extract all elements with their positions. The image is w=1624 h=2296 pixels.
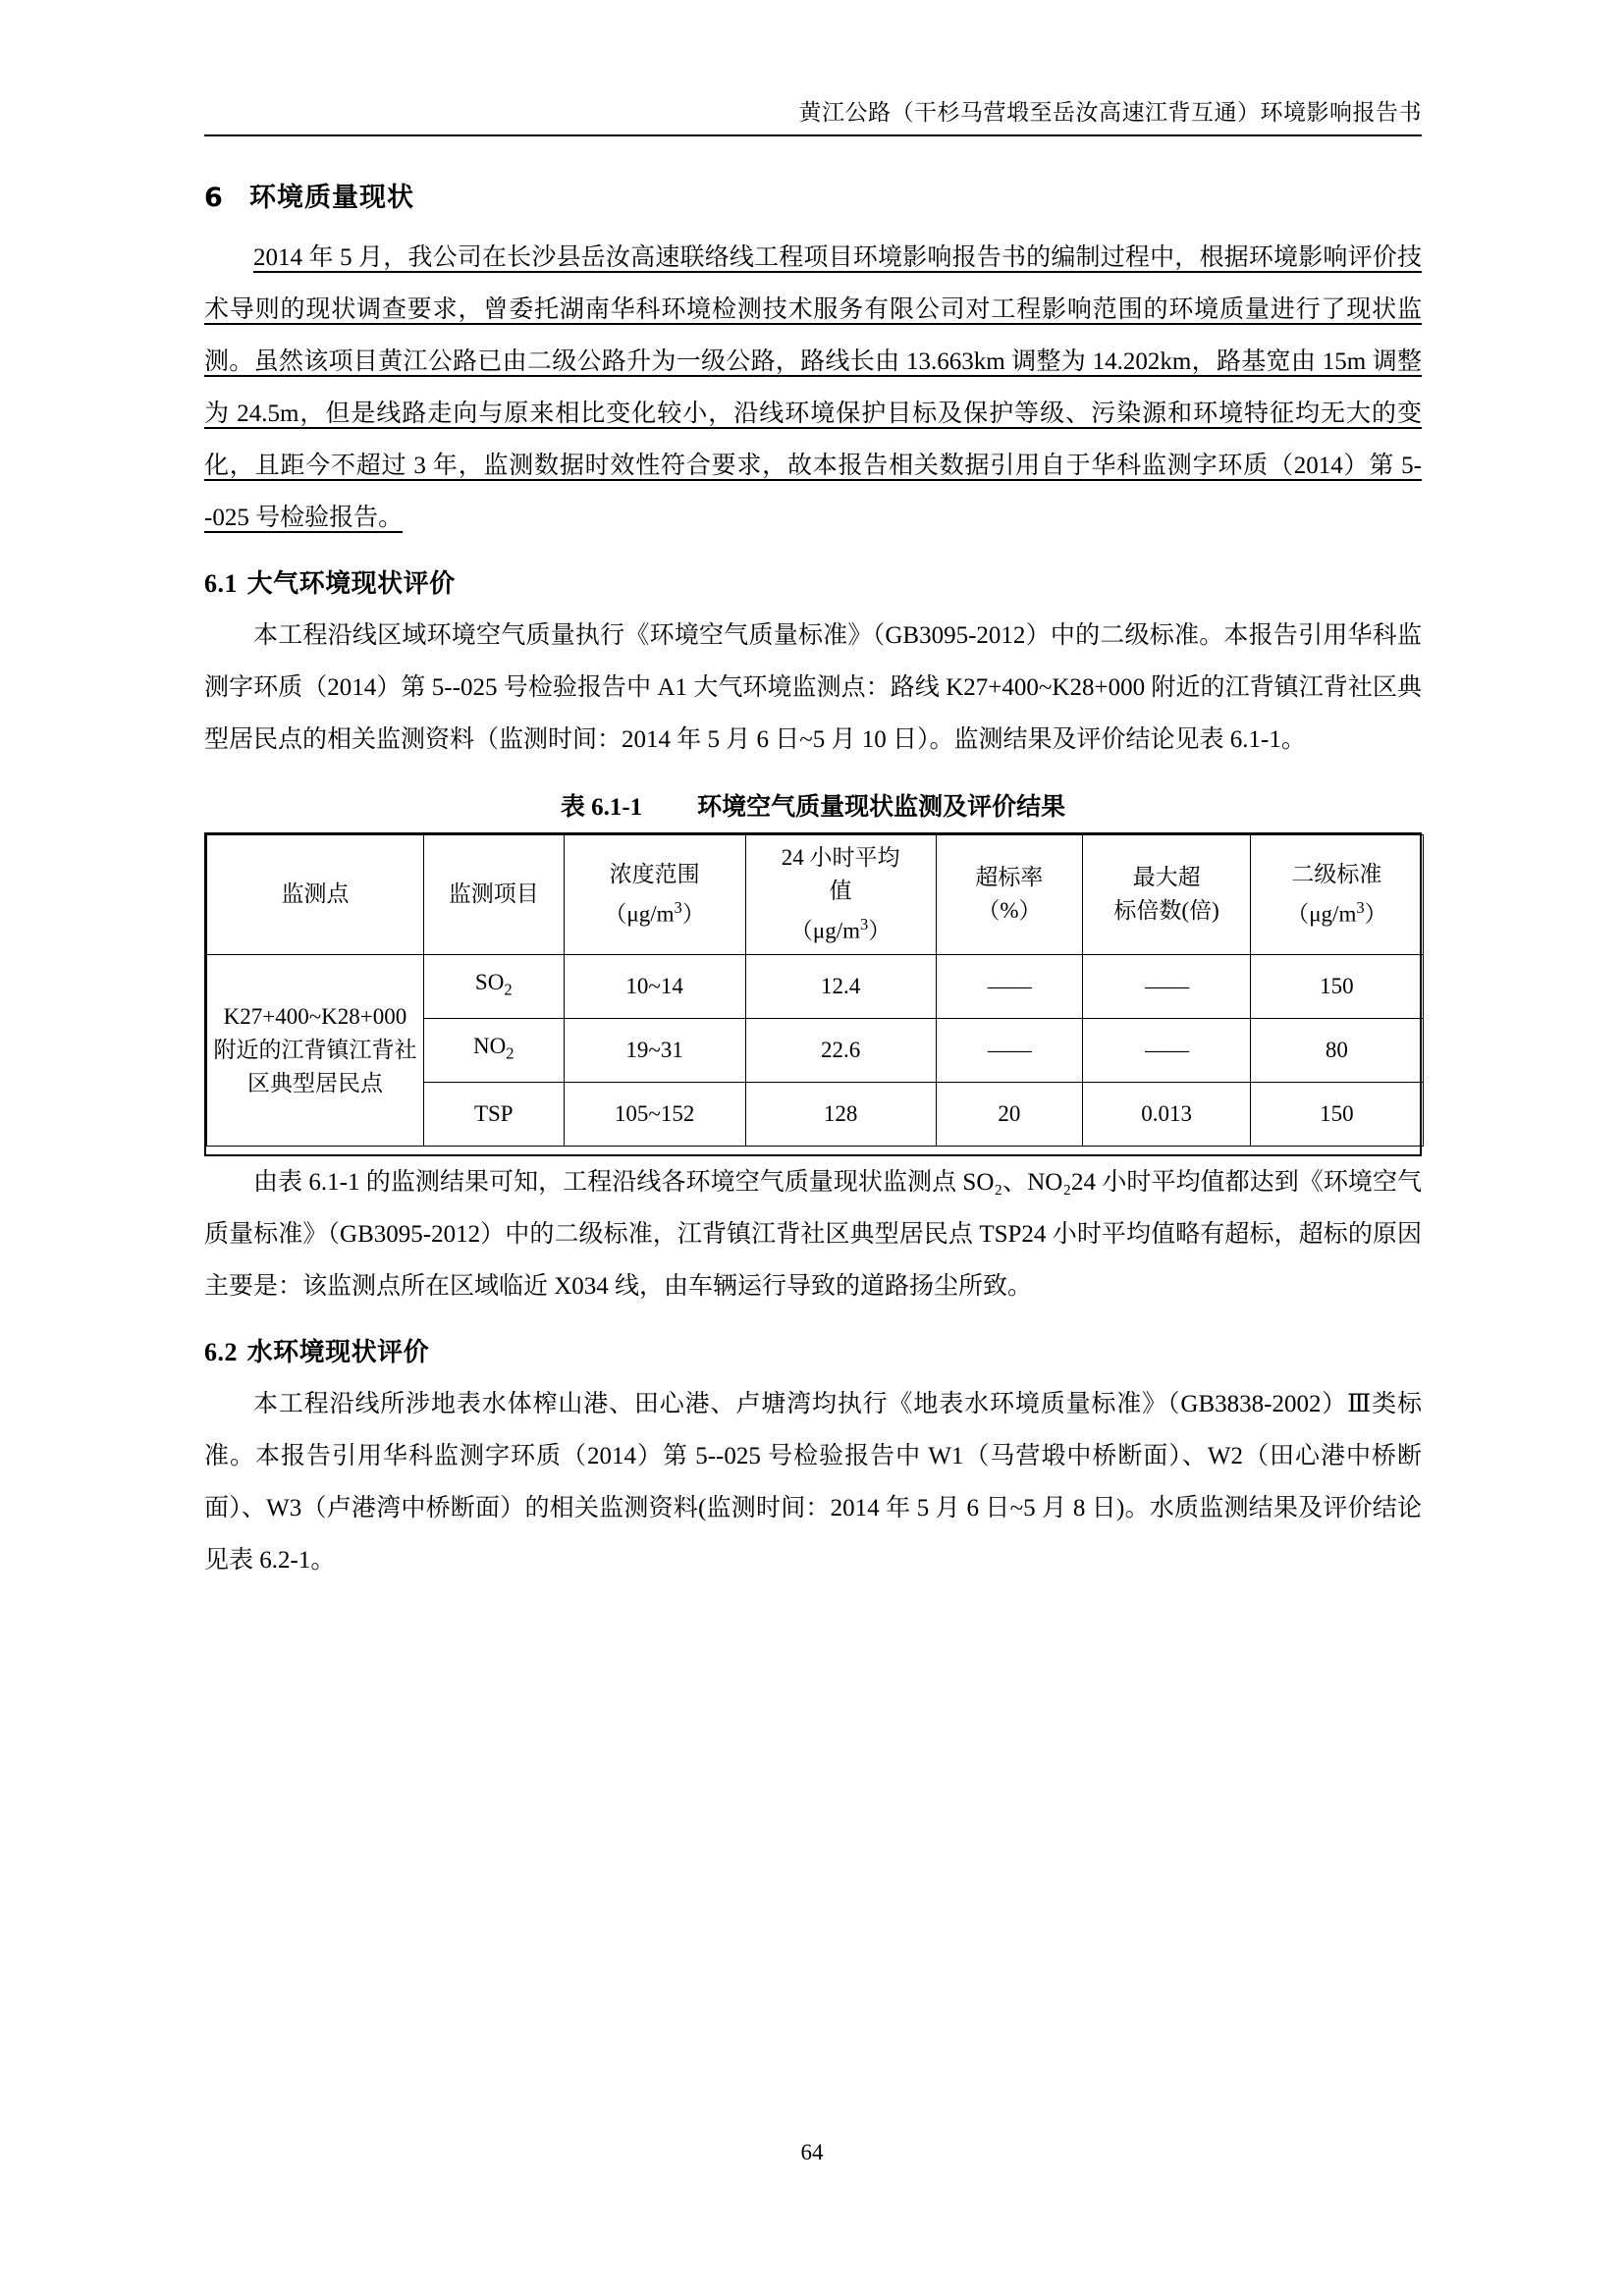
- section-number-6: 6: [204, 183, 224, 213]
- table-header-row-group: [207, 835, 1424, 955]
- cell-exceed-rate: ——: [936, 954, 1083, 1018]
- col-header-avg24h: 24 小时平均 值 $(\mu g/m^3)$: [745, 835, 936, 955]
- cell-standard: 150: [1250, 1082, 1423, 1146]
- paragraph-6-1-1: 本工程沿线区域环境空气质量执行《环境空气质量标准》（GB3095-2012）中的二级标准。本报告引用华科监测字环质（2014）第 5--025 号检验报告中 A1 大气环境监测点：路线 K27+400~K28+000 附近的江背镇江背社区典型居民点的相关监测资料（监测时间：2014 年 5 月 6 日~5 月 10 日）。监测结果及评价结论见表 6.1-1。: [204, 622, 1422, 753]
- running-header: 黄江公路（干杉马营塅至岳汝高速江背互通）环境影响报告书: [798, 100, 1422, 126]
- table-caption-6-1-1: [204, 787, 1422, 823]
- col-header-range: 浓度范围 $(\mu g/m^3)$: [564, 835, 745, 955]
- cell-item: $NO_2$: [423, 1018, 564, 1082]
- cell-max-multiple: ——: [1083, 954, 1251, 1018]
- cell-avg24h: 128: [745, 1082, 936, 1146]
- table-caption-title: 环境空气质量现状监测及评价结果: [697, 792, 1066, 821]
- col-header-item: 监测项目: [423, 835, 564, 955]
- cell-range: 105~152: [564, 1082, 745, 1146]
- table-caption-number: 表 6.1-1: [560, 794, 643, 821]
- section-heading-6-1: [204, 563, 1422, 600]
- col-header-standard: 二级标准 $(\mu g/m^3)$: [1250, 835, 1423, 955]
- col-header-site: 监测点: [207, 835, 424, 955]
- cell-item: $SO_2$: [423, 954, 564, 1018]
- cell-range: 19~31: [564, 1018, 745, 1082]
- cell-standard: 80: [1250, 1018, 1423, 1082]
- paragraph-6-intro: 2014 年 5 月，我公司在长沙县岳汝高速联络线工程项目环境影响报告书的编制过程中，根据环境影响评价技术导则的现状调查要求，曾委托湖南华科环境检测技术服务有限公司对工程影响范围的环境质量进行了现状监测。虽然该项目黄江公路已由二级公路升为一级公路，路线长由 13.663km 调整为 14.202km，路基宽由 15m 调整为 24.5m，但是线路走向与原来相比变化较小，沿线环境保护目标及保护等级、污染源和环境特征均无大的变化，且距今不超过 3 年，监测数据时效性符合要求，故本报告相关数据引用自于华科监测字环质（2014）第 5--025 号检验报告。: [204, 244, 1422, 531]
- cell-max-multiple: 0.013: [1083, 1082, 1251, 1146]
- cell-exceed-rate: ——: [936, 1018, 1083, 1082]
- section-number-6-1: 6.1: [204, 569, 238, 598]
- table-6-1-1: [206, 834, 1424, 1147]
- section-title-6-2: 水环境现状评价: [246, 1337, 430, 1367]
- cell-avg24h: 22.6: [745, 1018, 936, 1082]
- section-title-6-1: 大气环境现状评价: [246, 569, 456, 599]
- page-number: 64: [800, 2140, 824, 2164]
- cell-standard: 150: [1250, 954, 1423, 1018]
- section-heading-6: [204, 176, 1422, 214]
- table-frame-6-1-1: [204, 832, 1422, 1156]
- section-number-6-2: 6.2: [204, 1337, 238, 1366]
- paragraph-6-2-1: 本工程沿线所涉地表水体榨山港、田心港、卢塘湾均执行《地表水环境质量标准》（GB3838-2002）Ⅲ类标准。本报告引用华科监测字环质（2014）第 5--025 号检验报告中 W1（马营塅中桥断面）、W2（田心港中桥断面）、W3（卢港湾中桥断面）的相关监测资料(监测时间：2014 年 5 月 6 日~5 月 8 日)。水质监测结果及评价结论见表 6.2-1。: [204, 1390, 1422, 1574]
- table-body: [207, 954, 1424, 1146]
- col-header-exceed-rate: 超标率 （%）: [936, 835, 1083, 955]
- table-row: [207, 954, 1424, 1018]
- col-header-max-multiple: 最大超 标倍数(倍): [1083, 835, 1251, 955]
- paragraph-6-1-2: 由表 6.1-1 的监测结果可知，工程沿线各环境空气质量现状监测点 SO₂、NO₂24 小时平均值都达到《环境空气质量标准》（GB3095-2012）中的二级标准，江背镇江背社区典型居民点 TSP24 小时平均值略有超标，超标的原因主要是：该监测点所在区域临近 X034 线，由车辆运行导致的道路扬尘所致。: [204, 1168, 1422, 1300]
- section-heading-6-2: [204, 1332, 1422, 1368]
- cell-item: TSP: [423, 1082, 564, 1146]
- cell-site-label: K27+400~K28+000 附近的江背镇江背社区典型居民点: [207, 954, 424, 1146]
- cell-exceed-rate: 20: [936, 1082, 1083, 1146]
- cell-range: 10~14: [564, 954, 745, 1018]
- header-divider: [204, 134, 1422, 136]
- page-content: [204, 94, 1422, 1590]
- cell-avg24h: 12.4: [745, 954, 936, 1018]
- cell-max-multiple: ——: [1083, 1018, 1251, 1082]
- section-title-6: 环境质量现状: [249, 183, 414, 213]
- table-header-row: [207, 835, 1424, 955]
